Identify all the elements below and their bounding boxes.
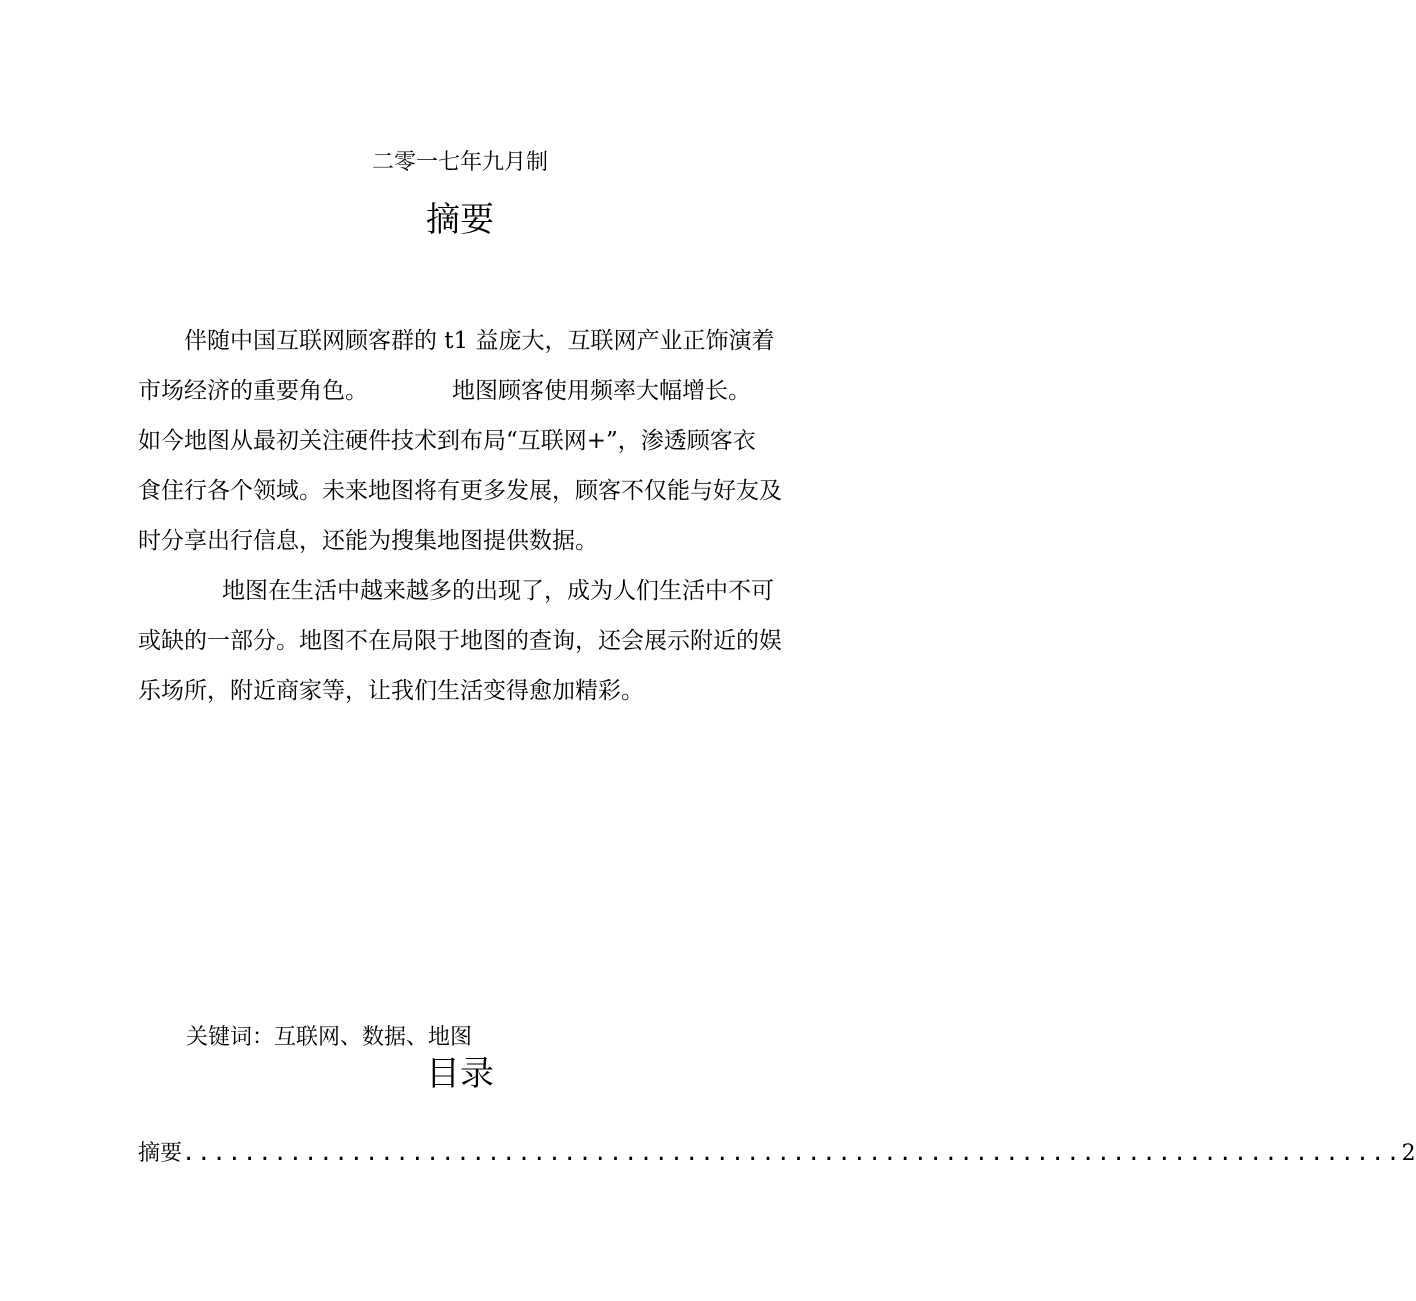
paragraph-line: 或缺的一部分。地图不在局限于地图的查询，还会展示附近的娱 [138,628,782,654]
paragraph-line: 伴随中国互联网顾客群的 t1 益庞大，互联网产业正饰演着 [184,328,775,354]
toc-entry-label: 摘要 [138,1141,183,1166]
toc-entry-leader: ................................................................................ [182,1141,1402,1166]
paragraph-line: 地图在生活中越来越多的出现了，成为人们生活中不可 [222,578,774,604]
paragraph-line: 时分享出行信息，还能为搜集地图提供数据。 [138,528,598,554]
abstract-paragraph-1 [138,316,786,566]
toc-entry-page: 2 [1401,1141,1416,1166]
paragraph-line-segment: 地图顾客使用频率大幅增长。 [452,378,751,404]
paragraph-line: 如今地图从最初关注硬件技术到布局“互联网+”，渗透顾客衣 [138,428,756,454]
keywords-line: 关键词：互联网、数据、地图 [186,1025,473,1050]
paragraph-line: 乐场所，附近商家等，让我们生活变得愈加精彩。 [138,678,644,704]
paragraph-line-segment: 市场经济的重要角色。 [138,378,368,404]
abstract-title: 摘要 [426,200,494,240]
paragraph-line [138,366,786,416]
toc-entry[interactable] [138,1140,1416,1168]
date-line: 二零一七年九月制 [371,150,548,175]
toc-title: 目录 [426,1054,494,1094]
paragraph-line: 食住行各个领域。未来地图将有更多发展，顾客不仅能与好友及 [138,478,782,504]
abstract-paragraph-2 [138,566,786,716]
